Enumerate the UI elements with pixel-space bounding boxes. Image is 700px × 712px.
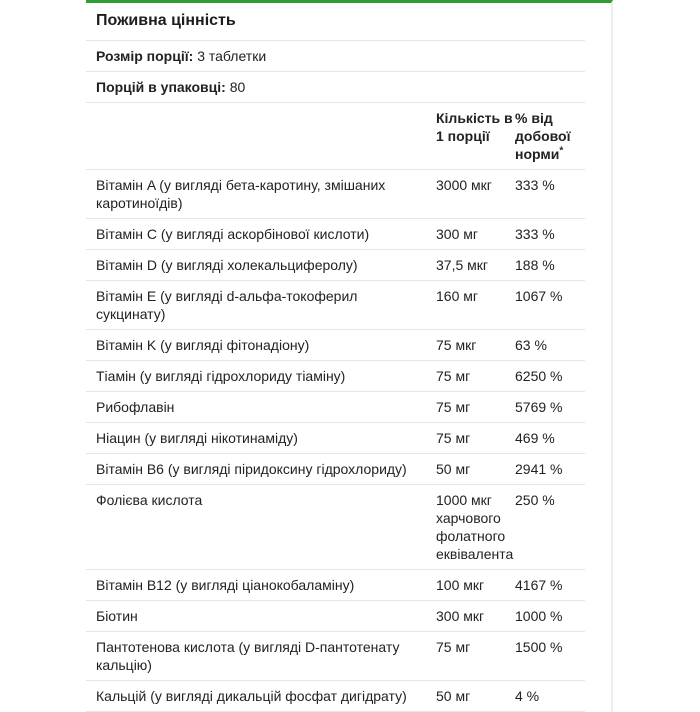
nutrient-name: Біотин	[96, 608, 138, 624]
nutrient-amount: 3000 мкг	[436, 177, 492, 193]
nutrient-name: Вітамін B12 (у вигляді ціанокобаламіну)	[96, 577, 355, 593]
nutrient-amount: 300 мг	[436, 226, 478, 242]
nutrient-name: Вітамін K (у вигляді фітонадіону)	[96, 337, 310, 353]
nutrient-name: Вітамін B6 (у вигляді піридоксину гідрохлориду)	[96, 461, 407, 477]
table-row	[86, 485, 585, 570]
table-title: Поживна цінність	[86, 3, 585, 41]
column-header-daily-value-text: % від добової норми	[515, 110, 571, 162]
serving-size-row	[86, 41, 585, 72]
servings-per-container-value: 80	[229, 79, 246, 95]
nutrient-amount: 100 мкг	[436, 577, 485, 593]
nutrient-amount: 1000 мкг харчового фолатного еквівалента	[436, 492, 514, 562]
nutrient-name: Вітамін C (у вигляді аскорбінової кислоти)	[96, 226, 370, 242]
nutrient-daily-value: 2941 %	[515, 461, 563, 477]
nutrient-daily-value: 188 %	[515, 257, 555, 273]
footnote-marker: *	[559, 145, 564, 157]
table-row	[86, 250, 585, 281]
nutrient-amount: 75 мг	[436, 368, 471, 384]
nutrient-daily-value: 63 %	[515, 337, 547, 353]
table-row	[86, 330, 585, 361]
nutrient-daily-value: 333 %	[515, 177, 555, 193]
nutrient-amount: 160 мг	[436, 288, 478, 304]
nutrient-daily-value: 1000 %	[515, 608, 563, 624]
nutrient-daily-value: 250 %	[515, 492, 555, 508]
table-row	[86, 392, 585, 423]
nutrient-daily-value: 333 %	[515, 226, 555, 242]
table-row	[86, 454, 585, 485]
nutrient-amount: 300 мкг	[436, 608, 485, 624]
table-row	[86, 632, 585, 681]
nutrient-name: Ніацин (у вигляді нікотинаміду)	[96, 430, 298, 446]
nutrient-amount: 75 мкг	[436, 337, 477, 353]
table-row	[86, 361, 585, 392]
nutrient-name: Рибофлавін	[96, 399, 175, 415]
nutrient-daily-value: 4167 %	[515, 577, 563, 593]
table-rows	[86, 170, 611, 712]
nutrient-amount: 50 мг	[436, 688, 471, 704]
column-header-amount: Кількість в 1 порції	[436, 110, 513, 144]
nutrient-daily-value: 6250 %	[515, 368, 563, 384]
nutrition-facts-table	[86, 0, 613, 712]
servings-per-container-row	[86, 72, 585, 103]
nutrient-daily-value: 4 %	[515, 688, 540, 704]
table-row	[86, 601, 585, 632]
nutrient-name: Тіамін (у вигляді гідрохлориду тіаміну)	[96, 368, 346, 384]
column-header-daily-value	[515, 109, 585, 163]
nutrient-daily-value: 5769 %	[515, 399, 563, 415]
table-row	[86, 170, 585, 219]
table-row	[86, 423, 585, 454]
nutrient-name: Фолієва кислота	[96, 492, 203, 508]
nutrient-name: Кальцій (у вигляді дикальцій фосфат дигідрату)	[96, 688, 407, 704]
nutrient-daily-value: 1067 %	[515, 288, 563, 304]
nutrient-amount: 37,5 мкг	[436, 257, 488, 273]
column-header-row	[86, 103, 585, 170]
serving-size-value: 3 таблетки	[197, 48, 267, 64]
table-row	[86, 570, 585, 601]
nutrient-amount: 75 мг	[436, 399, 471, 415]
nutrient-name: Пантотенова кислота (у вигляді D-пантотенату кальцію)	[96, 639, 400, 673]
nutrient-amount: 50 мг	[436, 461, 471, 477]
nutrient-amount: 75 мг	[436, 430, 471, 446]
nutrient-name: Вітамін A (у вигляді бета-каротину, змішаних каротиноїдів)	[96, 177, 386, 211]
nutrient-daily-value: 469 %	[515, 430, 555, 446]
table-row	[86, 219, 585, 250]
nutrient-amount: 75 мг	[436, 639, 471, 655]
serving-size-label: Розмір порції:	[96, 48, 194, 64]
table-row	[86, 681, 585, 712]
nutrient-name: Вітамін E (у вигляді d-альфа-токоферил сукцинату)	[96, 288, 358, 322]
table-row	[86, 281, 585, 330]
servings-per-container-label: Порцій в упаковці:	[96, 79, 226, 95]
nutrient-name: Вітамін D (у вигляді холекальциферолу)	[96, 257, 358, 273]
nutrient-daily-value: 1500 %	[515, 639, 563, 655]
